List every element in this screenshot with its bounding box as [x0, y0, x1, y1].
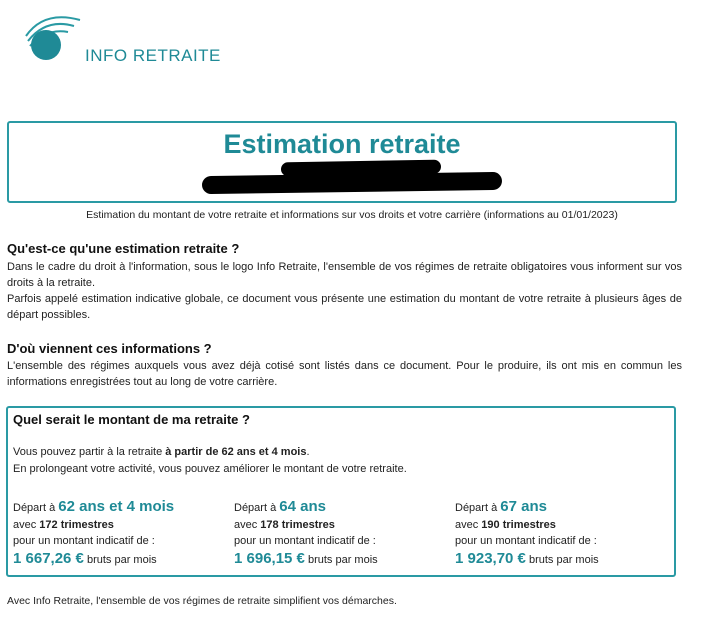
monthly-amount: 1 667,26 €	[13, 550, 84, 567]
quarters-count: 178 trimestres	[260, 519, 335, 531]
departure-age: 67 ans	[500, 498, 547, 515]
amount-label: pour un montant indicatif de :	[13, 535, 155, 547]
departure-label: Départ à	[455, 502, 501, 514]
title-box	[7, 121, 677, 203]
logo-text: INFO RETRAITE	[85, 46, 221, 65]
earliest-departure-text	[13, 446, 310, 458]
section-paragraph: Parfois appelé estimation indicative globale, ce document vous présente une estimation du montant de votre retraite à plusieurs âges de départ possibles.	[7, 293, 682, 321]
per-month-label: bruts par mois	[304, 554, 378, 566]
monthly-amount: 1 696,15 €	[234, 550, 305, 567]
departure-age: 62 ans et 4 mois	[58, 498, 175, 515]
footer-text: Avec Info Retraite, l'ensemble de vos régimes de retraite simplifient vos démarches.	[7, 595, 397, 607]
page-title: Estimation retraite	[223, 129, 461, 159]
results-box	[6, 406, 676, 577]
redacted-name-bar	[202, 172, 502, 194]
section-paragraph: L'ensemble des régimes auxquels vous avez déjà cotisé sont listés dans ce document. Pour le produire, ils ont mis en commun les informations enregistrées tout au long de votre carrière.	[7, 360, 682, 388]
text-fragment: Vous pouvez partir à la retraite	[13, 446, 166, 458]
departure-option	[13, 497, 223, 569]
departure-option	[455, 497, 665, 569]
monthly-amount: 1 923,70 €	[455, 550, 526, 567]
page-subtitle: Estimation du montant de votre retraite et informations sur vos droits et votre carrière (informations au 01/01/2023)	[86, 209, 618, 221]
quarters-count: 172 trimestres	[39, 519, 114, 531]
with-label: avec	[455, 519, 482, 531]
amount-label: pour un montant indicatif de :	[455, 535, 597, 547]
with-label: avec	[13, 519, 40, 531]
departure-label: Départ à	[234, 502, 280, 514]
per-month-label: bruts par mois	[525, 554, 599, 566]
info-retraite-logo	[22, 6, 222, 66]
departure-age: 64 ans	[279, 498, 326, 515]
earliest-age-text: à partir de 62 ans et 4 mois	[165, 446, 307, 458]
quarters-count: 190 trimestres	[481, 519, 556, 531]
section-heading-what: Qu'est-ce qu'une estimation retraite ?	[7, 241, 240, 256]
amount-label: pour un montant indicatif de :	[234, 535, 376, 547]
results-heading: Quel serait le montant de ma retraite ?	[13, 412, 250, 427]
departure-option	[234, 497, 444, 569]
departure-label: Départ à	[13, 502, 59, 514]
per-month-label: bruts par mois	[83, 554, 157, 566]
with-label: avec	[234, 519, 261, 531]
prolong-activity-text: En prolongeant votre activité, vous pouvez améliorer le montant de votre retraite.	[13, 463, 407, 475]
section-paragraph: Dans le cadre du droit à l'information, sous le logo Info Retraite, l'ensemble de vos régimes de retraite obligatoires vous informent sur vos droits à la retraite.	[7, 261, 682, 289]
text-fragment: .	[306, 446, 310, 458]
section-heading-source: D'où viennent ces informations ?	[7, 341, 212, 356]
